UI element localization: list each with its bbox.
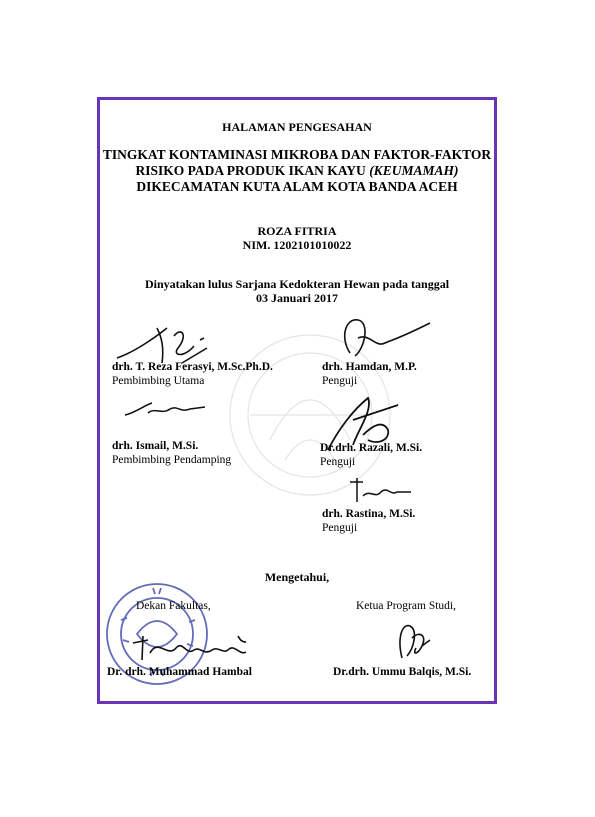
signature-hamdan bbox=[330, 308, 440, 368]
signatory-5-name: drh. Rastina, M.Si. bbox=[322, 508, 416, 520]
declaration-date: 03 Januari 2017 bbox=[255, 291, 338, 305]
signatory-4-name: Dr.drh. Razali, M.Si. bbox=[320, 442, 423, 454]
approval-heading: Mengetahui, bbox=[264, 570, 330, 584]
signatory-2-role: Penguji bbox=[322, 375, 358, 387]
signatory-4-role: Penguji bbox=[320, 456, 356, 468]
author-nim: NIM. 1202101010022 bbox=[242, 238, 352, 252]
title-line-1: TINGKAT KONTAMINASI MIKROBA DAN FAKTOR-FAKTOR bbox=[102, 147, 492, 162]
dean-name: Dr. drh. Muhammad Hambal bbox=[107, 666, 252, 678]
program-head-title: Ketua Program Studi, bbox=[356, 600, 456, 612]
signature-balqis bbox=[392, 618, 437, 663]
title-line-2-italic: (KEUMAMAH) bbox=[369, 163, 459, 178]
signature-rastina bbox=[345, 474, 415, 506]
title-line-2 bbox=[100, 163, 494, 179]
title-line-3: DIKECAMATAN KUTA ALAM KOTA BANDA ACEH bbox=[136, 179, 458, 194]
signatory-1-role: Pembimbing Utama bbox=[112, 375, 205, 387]
signatory-3-name: drh. Ismail, M.Si. bbox=[112, 440, 199, 452]
page-heading: HALAMAN PENGESAHAN bbox=[222, 120, 372, 134]
declaration-line-1: Dinyatakan lulus Sarjana Kedokteran Hewan pada tanggal bbox=[144, 277, 450, 291]
program-head-name: Dr.drh. Ummu Balqis, M.Si. bbox=[333, 666, 472, 678]
signature-ismail bbox=[120, 395, 210, 425]
signature-hambal bbox=[128, 628, 253, 668]
dean-title: Dekan Fakultas, bbox=[136, 600, 211, 612]
signatory-5-role: Penguji bbox=[322, 522, 358, 534]
signatory-1-name: drh. T. Reza Ferasyi, M.Sc.Ph.D. bbox=[112, 361, 273, 373]
signatory-3-role: Pembimbing Pendamping bbox=[112, 454, 232, 466]
signatory-2-name: drh. Hamdan, M.P. bbox=[322, 361, 417, 373]
title-line-2-text: RISIKO PADA PRODUK IKAN KAYU bbox=[135, 163, 370, 178]
author-name: ROZA FITRIA bbox=[257, 224, 337, 238]
